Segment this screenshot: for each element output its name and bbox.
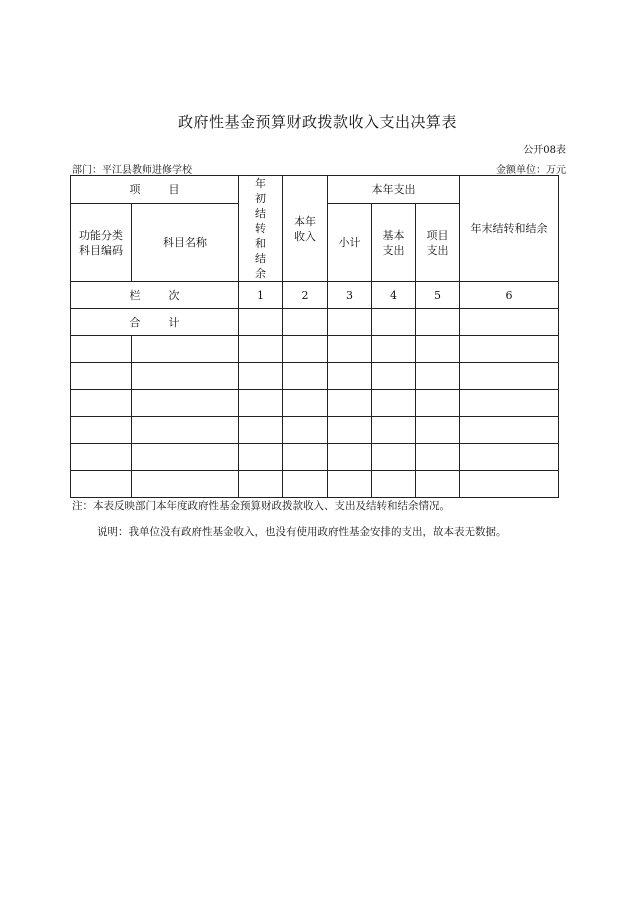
empty-cell bbox=[416, 444, 460, 471]
empty-cell bbox=[283, 417, 328, 444]
form-number: 公开08表 bbox=[523, 145, 566, 156]
seq-value: 3 bbox=[328, 282, 372, 309]
total-label-cell bbox=[71, 309, 239, 336]
header-function-code: 功能分类科目编码 bbox=[71, 204, 132, 282]
seq-label-b: 次 bbox=[168, 288, 180, 302]
explanation-note: 说明：我单位没有政府性基金收入，也没有使用政府性基金安排的支出，故本表无数据。 bbox=[97, 526, 507, 538]
header-subject-name: 科目名称 bbox=[132, 204, 239, 282]
empty-cell bbox=[132, 390, 239, 417]
empty-cell bbox=[328, 417, 372, 444]
total-label-b: 计 bbox=[168, 315, 180, 329]
header-project-expense: 项目支出 bbox=[416, 204, 460, 282]
empty-cell bbox=[283, 336, 328, 363]
table-row bbox=[71, 444, 559, 471]
empty-cell bbox=[372, 444, 416, 471]
empty-cell bbox=[239, 417, 283, 444]
empty-cell bbox=[132, 336, 239, 363]
total-cell bbox=[460, 309, 559, 336]
seq-label-cell bbox=[71, 282, 239, 309]
table-row bbox=[71, 363, 559, 390]
table-row bbox=[71, 336, 559, 363]
empty-cell bbox=[283, 363, 328, 390]
empty-cell bbox=[283, 390, 328, 417]
empty-cell bbox=[239, 471, 283, 498]
empty-cell bbox=[372, 471, 416, 498]
empty-cell bbox=[416, 417, 460, 444]
table-row bbox=[71, 417, 559, 444]
empty-cell bbox=[460, 471, 559, 498]
total-cell bbox=[239, 309, 283, 336]
page-title: 政府性基金预算财政拨款收入支出决算表 bbox=[177, 113, 457, 131]
department-label: 部门：平江县教师进修学校 bbox=[72, 165, 192, 176]
seq-value: 5 bbox=[416, 282, 460, 309]
empty-cell bbox=[416, 390, 460, 417]
empty-cell bbox=[132, 417, 239, 444]
total-cell bbox=[328, 309, 372, 336]
empty-cell bbox=[71, 363, 132, 390]
seq-value: 6 bbox=[460, 282, 559, 309]
header-basic-expense: 基本支出 bbox=[372, 204, 416, 282]
total-row bbox=[71, 309, 559, 336]
header-closing-balance: 年末结转和结余 bbox=[460, 176, 559, 282]
empty-cell bbox=[328, 471, 372, 498]
empty-cell bbox=[372, 390, 416, 417]
total-cell bbox=[283, 309, 328, 336]
empty-cell bbox=[71, 336, 132, 363]
empty-cell bbox=[460, 390, 559, 417]
empty-cell bbox=[328, 363, 372, 390]
header-item-b: 目 bbox=[168, 183, 180, 197]
empty-cell bbox=[460, 417, 559, 444]
header-income: 本年收入 bbox=[283, 176, 328, 282]
empty-cell bbox=[283, 444, 328, 471]
header-subtotal: 小计 bbox=[328, 204, 372, 282]
empty-cell bbox=[416, 471, 460, 498]
empty-cell bbox=[372, 363, 416, 390]
empty-cell bbox=[239, 390, 283, 417]
amount-unit-label: 金额单位：万元 bbox=[496, 165, 566, 176]
empty-cell bbox=[328, 336, 372, 363]
empty-cell bbox=[372, 417, 416, 444]
seq-row bbox=[71, 282, 559, 309]
empty-cell bbox=[328, 390, 372, 417]
header-expense-group: 本年支出 bbox=[328, 176, 460, 204]
empty-cell bbox=[460, 363, 559, 390]
empty-cell bbox=[71, 471, 132, 498]
empty-cell bbox=[239, 363, 283, 390]
table-row bbox=[71, 390, 559, 417]
total-cell bbox=[416, 309, 460, 336]
empty-cell bbox=[132, 444, 239, 471]
empty-cell bbox=[283, 471, 328, 498]
empty-cell bbox=[132, 363, 239, 390]
empty-cell bbox=[328, 444, 372, 471]
total-label-a: 合 bbox=[129, 315, 141, 329]
header-item-cell bbox=[71, 176, 239, 204]
empty-cell bbox=[372, 336, 416, 363]
empty-cell bbox=[71, 417, 132, 444]
report-table bbox=[70, 175, 559, 498]
table-row bbox=[71, 471, 559, 498]
empty-cell bbox=[416, 336, 460, 363]
empty-cell bbox=[132, 471, 239, 498]
empty-cell bbox=[239, 336, 283, 363]
header-item-a: 项 bbox=[129, 183, 141, 197]
total-cell bbox=[372, 309, 416, 336]
seq-value: 4 bbox=[372, 282, 416, 309]
seq-label-a: 栏 bbox=[129, 288, 141, 302]
empty-cell bbox=[71, 444, 132, 471]
header-opening-balance: 年初结转和结余 bbox=[239, 176, 283, 282]
empty-cell bbox=[460, 444, 559, 471]
empty-cell bbox=[71, 390, 132, 417]
table-note: 注：本表反映部门本年度政府性基金预算财政拨款收入、支出及结转和结余情况。 bbox=[72, 500, 450, 512]
empty-cell bbox=[416, 363, 460, 390]
seq-value: 2 bbox=[283, 282, 328, 309]
empty-cell bbox=[239, 444, 283, 471]
empty-cell bbox=[460, 336, 559, 363]
seq-value: 1 bbox=[239, 282, 283, 309]
